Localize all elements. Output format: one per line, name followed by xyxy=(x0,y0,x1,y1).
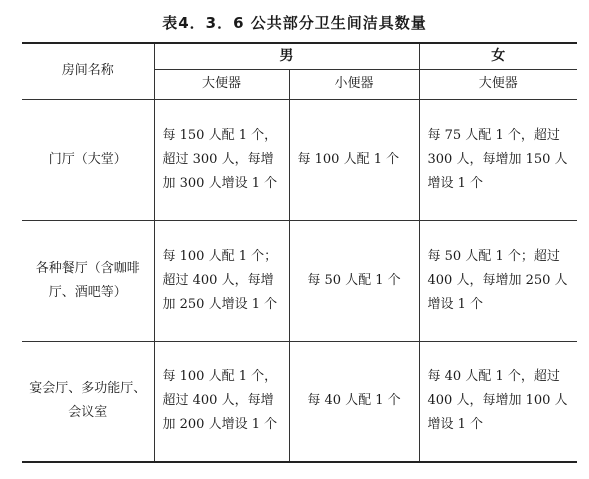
header-row-gender xyxy=(22,43,577,69)
male-toilet-rule: 每 100 人配 1 个，超过 400 人，每增加 200 人增设 1 个 xyxy=(154,341,289,462)
male-urinal-rule: 每 50 人配 1 个 xyxy=(289,220,419,341)
header-room-name: 房间名称 xyxy=(22,43,154,99)
room-name: 宴会厅、多功能厅、会议室 xyxy=(22,341,154,462)
fixture-count-table xyxy=(22,42,577,463)
male-urinal-rule: 每 100 人配 1 个 xyxy=(289,99,419,220)
table-row xyxy=(22,220,577,341)
female-toilet-rule: 每 75 人配 1 个，超过 300 人，每增加 150 人增设 1 个 xyxy=(419,99,577,220)
header-female-toilet: 大便器 xyxy=(419,69,577,99)
header-male: 男 xyxy=(154,43,419,69)
female-toilet-rule: 每 40 人配 1 个，超过 400 人，每增加 100 人增设 1 个 xyxy=(419,341,577,462)
table-row xyxy=(22,99,577,220)
room-name: 各种餐厅（含咖啡厅、酒吧等） xyxy=(22,220,154,341)
header-male-toilet: 大便器 xyxy=(154,69,289,99)
header-female: 女 xyxy=(419,43,577,69)
male-urinal-rule: 每 40 人配 1 个 xyxy=(289,341,419,462)
male-toilet-rule: 每 150 人配 1 个，超过 300 人，每增加 300 人增设 1 个 xyxy=(154,99,289,220)
room-name: 门厅（大堂） xyxy=(22,99,154,220)
table-row xyxy=(22,341,577,462)
table-title: 表4．3．6 公共部分卫生间洁具数量 xyxy=(162,14,427,32)
male-toilet-rule: 每 100 人配 1 个；超过 400 人，每增加 250 人增设 1 个 xyxy=(154,220,289,341)
header-male-urinal: 小便器 xyxy=(289,69,419,99)
female-toilet-rule: 每 50 人配 1 个；超过 400 人，每增加 250 人增设 1 个 xyxy=(419,220,577,341)
